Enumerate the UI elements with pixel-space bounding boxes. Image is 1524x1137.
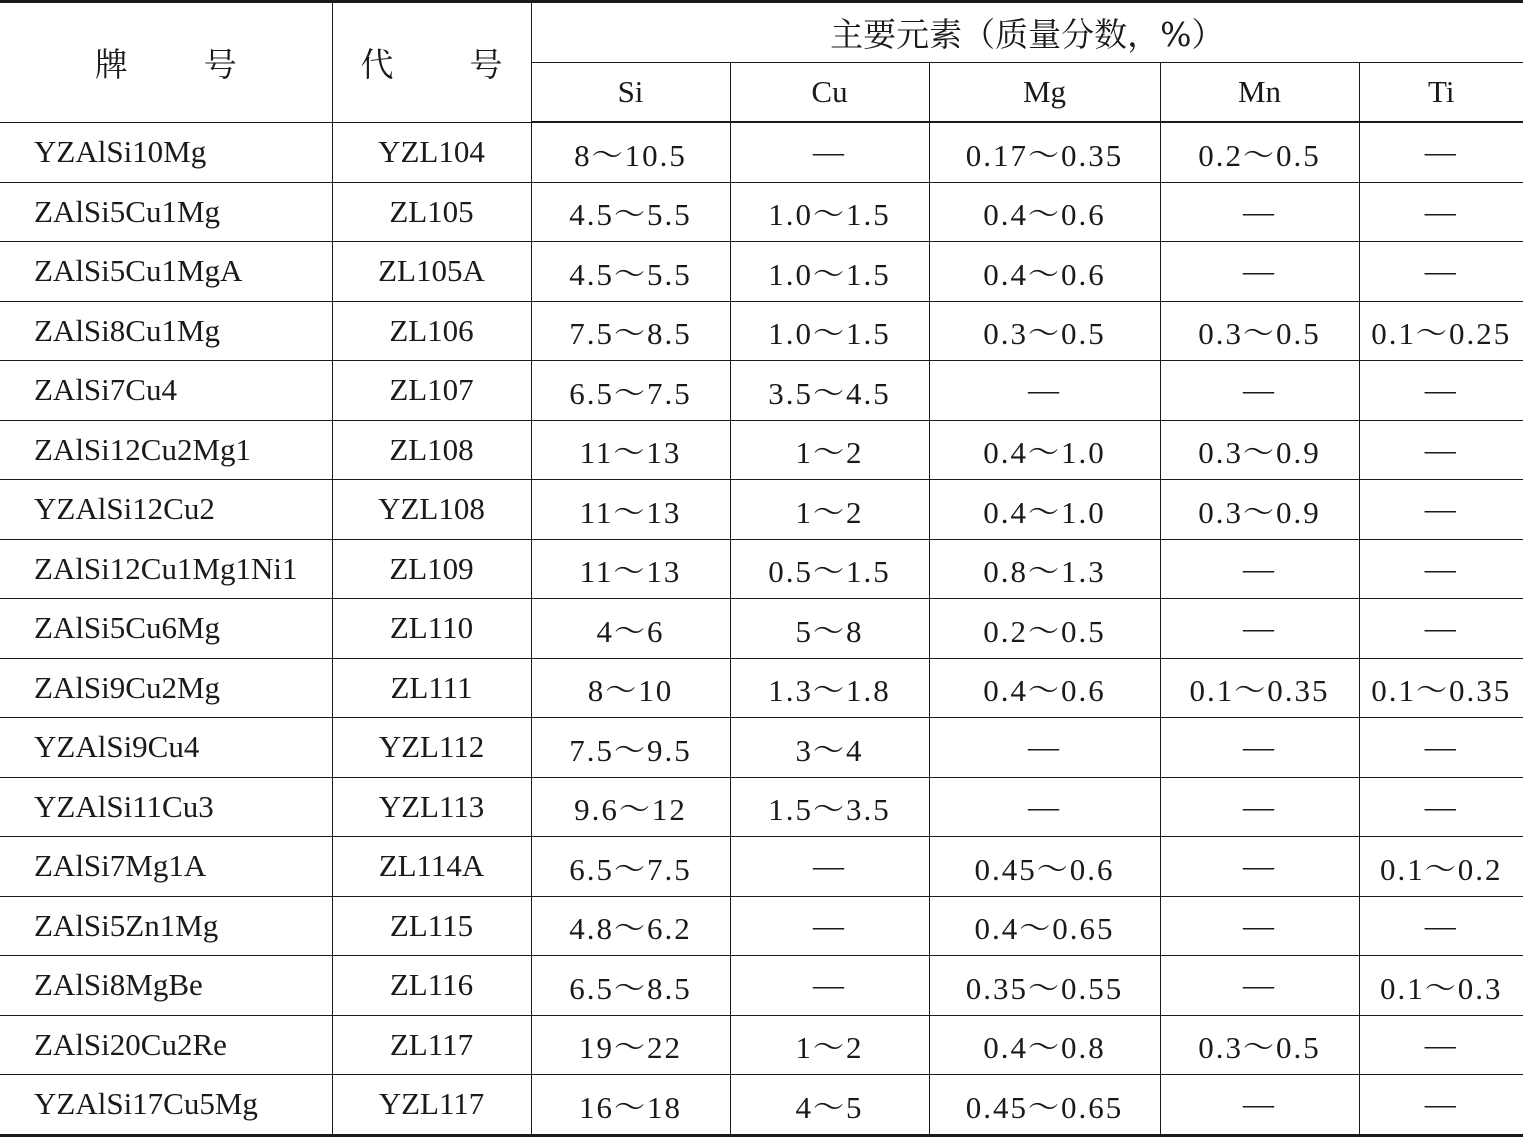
cell-ti: — <box>1359 1075 1523 1136</box>
cell-code: ZL115 <box>332 896 531 956</box>
header-code-char-2: 号 <box>469 44 503 84</box>
cell-code: YZL117 <box>332 1075 531 1136</box>
cell-ti: 0.1～0.2 <box>1359 837 1523 897</box>
header-grade-char-2: 号 <box>203 44 237 84</box>
cell-mn: — <box>1160 777 1359 837</box>
header-code <box>332 2 531 123</box>
cell-si: 8～10 <box>531 658 730 718</box>
cell-grade: ZAlSi5Cu6Mg <box>0 599 332 659</box>
cell-grade: ZAlSi5Zn1Mg <box>0 896 332 956</box>
cell-grade: YZAlSi17Cu5Mg <box>0 1075 332 1136</box>
cell-mg: 0.4～0.65 <box>929 896 1160 956</box>
cell-cu: — <box>730 837 929 897</box>
cell-cu: 1～2 <box>730 480 929 540</box>
cell-ti: — <box>1359 718 1523 778</box>
cell-cu: 1～2 <box>730 1015 929 1075</box>
cell-cu: 1.0～1.5 <box>730 182 929 242</box>
cell-grade: ZAlSi5Cu1MgA <box>0 242 332 302</box>
cell-cu: 1～2 <box>730 420 929 480</box>
table-row <box>0 242 1523 302</box>
cell-code: YZL108 <box>332 480 531 540</box>
cell-grade: ZAlSi8MgBe <box>0 956 332 1016</box>
header-row-top <box>0 2 1523 63</box>
cell-ti: 0.1～0.3 <box>1359 956 1523 1016</box>
cell-code: YZL104 <box>332 122 531 182</box>
cell-cu: 1.3～1.8 <box>730 658 929 718</box>
cell-si: 6.5～7.5 <box>531 361 730 421</box>
header-grade <box>0 2 332 123</box>
cell-code: YZL112 <box>332 718 531 778</box>
cell-cu: — <box>730 896 929 956</box>
cell-code: ZL106 <box>332 301 531 361</box>
table-row <box>0 658 1523 718</box>
cell-code: ZL116 <box>332 956 531 1016</box>
table-row <box>0 896 1523 956</box>
table-row <box>0 837 1523 897</box>
table-row <box>0 956 1523 1016</box>
cell-ti: — <box>1359 777 1523 837</box>
cell-code: ZL117 <box>332 1015 531 1075</box>
cell-ti: 0.1～0.35 <box>1359 658 1523 718</box>
cell-mn: 0.3～0.5 <box>1160 301 1359 361</box>
cell-grade: ZAlSi8Cu1Mg <box>0 301 332 361</box>
cell-mg: — <box>929 361 1160 421</box>
cell-ti: — <box>1359 1015 1523 1075</box>
header-element-cu: Cu <box>730 62 929 122</box>
table-row <box>0 1075 1523 1136</box>
cell-grade: YZAlSi9Cu4 <box>0 718 332 778</box>
cell-grade: ZAlSi20Cu2Re <box>0 1015 332 1075</box>
cell-si: 4.5～5.5 <box>531 242 730 302</box>
cell-si: 4～6 <box>531 599 730 659</box>
cell-mn: — <box>1160 182 1359 242</box>
cell-mg: 0.4～0.6 <box>929 242 1160 302</box>
table-row <box>0 361 1523 421</box>
cell-ti: — <box>1359 242 1523 302</box>
cell-grade: ZAlSi9Cu2Mg <box>0 658 332 718</box>
cell-mn: 0.3～0.5 <box>1160 1015 1359 1075</box>
cell-cu: 1.0～1.5 <box>730 242 929 302</box>
table-row <box>0 122 1523 182</box>
cell-grade: YZAlSi10Mg <box>0 122 332 182</box>
cell-mg: 0.4～0.6 <box>929 182 1160 242</box>
cell-ti: — <box>1359 896 1523 956</box>
cell-mn: — <box>1160 242 1359 302</box>
cell-cu: 1.5～3.5 <box>730 777 929 837</box>
header-code-char-1: 代 <box>360 44 394 84</box>
cell-cu: 1.0～1.5 <box>730 301 929 361</box>
cell-grade: ZAlSi7Cu4 <box>0 361 332 421</box>
table-row <box>0 599 1523 659</box>
cell-mg: 0.8～1.3 <box>929 539 1160 599</box>
cell-grade: YZAlSi11Cu3 <box>0 777 332 837</box>
cell-code: ZL105 <box>332 182 531 242</box>
cell-grade: ZAlSi5Cu1Mg <box>0 182 332 242</box>
cell-cu: 3.5～4.5 <box>730 361 929 421</box>
cell-code: YZL113 <box>332 777 531 837</box>
cell-si: 11～13 <box>531 480 730 540</box>
cell-mn: — <box>1160 599 1359 659</box>
header-elements-group: 主要元素（质量分数，%） <box>531 2 1523 63</box>
table-row <box>0 718 1523 778</box>
cell-ti: — <box>1359 122 1523 182</box>
table-row <box>0 182 1523 242</box>
cell-si: 7.5～8.5 <box>531 301 730 361</box>
cell-grade: ZAlSi12Cu1Mg1Ni1 <box>0 539 332 599</box>
header-element-si: Si <box>531 62 730 122</box>
cell-si: 16～18 <box>531 1075 730 1136</box>
cell-mn: — <box>1160 361 1359 421</box>
cell-cu: 4～5 <box>730 1075 929 1136</box>
cell-si: 7.5～9.5 <box>531 718 730 778</box>
cell-si: 6.5～7.5 <box>531 837 730 897</box>
cell-grade: YZAlSi12Cu2 <box>0 480 332 540</box>
cell-mn: — <box>1160 1075 1359 1136</box>
table-row <box>0 777 1523 837</box>
cell-mn: 0.1～0.35 <box>1160 658 1359 718</box>
header-grade-char-1: 牌 <box>94 44 128 84</box>
cell-code: ZL108 <box>332 420 531 480</box>
cell-mg: 0.2～0.5 <box>929 599 1160 659</box>
cell-ti: 0.1～0.25 <box>1359 301 1523 361</box>
cell-code: ZL105A <box>332 242 531 302</box>
table-row <box>0 301 1523 361</box>
cell-mg: 0.45～0.6 <box>929 837 1160 897</box>
cell-cu: 0.5～1.5 <box>730 539 929 599</box>
cell-mn: — <box>1160 539 1359 599</box>
cell-si: 9.6～12 <box>531 777 730 837</box>
cell-code: ZL110 <box>332 599 531 659</box>
cell-ti: — <box>1359 420 1523 480</box>
cell-mn: 0.3～0.9 <box>1160 420 1359 480</box>
cell-code: ZL107 <box>332 361 531 421</box>
cell-mg: — <box>929 718 1160 778</box>
cell-cu: 5～8 <box>730 599 929 659</box>
cell-mn: — <box>1160 896 1359 956</box>
table-row <box>0 1015 1523 1075</box>
cell-code: ZL114A <box>332 837 531 897</box>
cell-si: 8～10.5 <box>531 122 730 182</box>
cell-mg: 0.45～0.65 <box>929 1075 1160 1136</box>
cell-code: ZL109 <box>332 539 531 599</box>
cell-ti: — <box>1359 182 1523 242</box>
table-row <box>0 539 1523 599</box>
cell-ti: — <box>1359 539 1523 599</box>
cell-mg: 0.4～0.8 <box>929 1015 1160 1075</box>
cell-mn: — <box>1160 956 1359 1016</box>
cell-si: 4.8～6.2 <box>531 896 730 956</box>
cell-ti: — <box>1359 480 1523 540</box>
cell-mg: 0.35～0.55 <box>929 956 1160 1016</box>
table-row <box>0 420 1523 480</box>
cell-mg: 0.4～1.0 <box>929 480 1160 540</box>
cell-si: 11～13 <box>531 420 730 480</box>
cell-mg: 0.4～0.6 <box>929 658 1160 718</box>
header-element-mg: Mg <box>929 62 1160 122</box>
cell-mn: 0.3～0.9 <box>1160 480 1359 540</box>
cell-mn: 0.2～0.5 <box>1160 122 1359 182</box>
cell-cu: — <box>730 122 929 182</box>
cell-si: 19～22 <box>531 1015 730 1075</box>
cell-mg: 0.3～0.5 <box>929 301 1160 361</box>
cell-ti: — <box>1359 599 1523 659</box>
header-element-ti: Ti <box>1359 62 1523 122</box>
cell-grade: ZAlSi7Mg1A <box>0 837 332 897</box>
table-row <box>0 480 1523 540</box>
cell-mn: — <box>1160 837 1359 897</box>
header-element-mn: Mn <box>1160 62 1359 122</box>
cell-si: 6.5～8.5 <box>531 956 730 1016</box>
cell-ti: — <box>1359 361 1523 421</box>
cell-mg: 0.4～1.0 <box>929 420 1160 480</box>
cell-mg: — <box>929 777 1160 837</box>
cell-mg: 0.17～0.35 <box>929 122 1160 182</box>
cell-code: ZL111 <box>332 658 531 718</box>
cell-si: 4.5～5.5 <box>531 182 730 242</box>
cell-cu: — <box>730 956 929 1016</box>
cell-si: 11～13 <box>531 539 730 599</box>
cell-cu: 3～4 <box>730 718 929 778</box>
cell-mn: — <box>1160 718 1359 778</box>
cell-grade: ZAlSi12Cu2Mg1 <box>0 420 332 480</box>
